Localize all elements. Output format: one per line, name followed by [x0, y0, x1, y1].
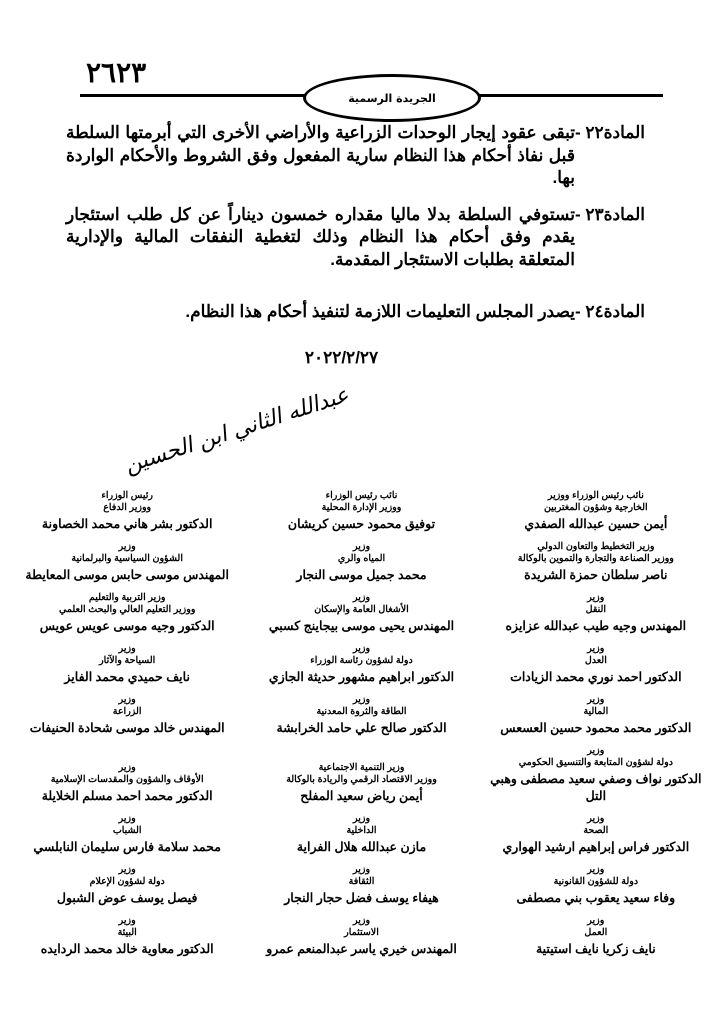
minister-title: ووزير الصناعة والتجارة والتموين بالوكالة — [517, 552, 674, 564]
minister-title: وزير التنمية الاجتماعية — [318, 761, 405, 773]
minister-name: المهندس وجيه طيب عبدالله عزايزه — [505, 618, 687, 633]
minister-signature — [14, 694, 240, 737]
minister-title: دولة لشؤون المتابعة والتنسيق الحكومي — [518, 756, 673, 768]
minister-signature — [248, 915, 474, 958]
page-number: ٢٦٢٣ — [86, 56, 147, 89]
minister-title: وزير — [587, 812, 605, 824]
minister-name: أيمن حسين عبدالله الصفدي — [524, 516, 668, 531]
minister-signature — [248, 541, 474, 584]
minister-name: الدكتور محمد احمد مسلم الخلايلة — [41, 788, 213, 803]
minister-title: وزير — [118, 863, 136, 875]
minister-title: وزير — [118, 693, 136, 705]
minister-signature — [248, 813, 474, 856]
minister-title: الأوقاف والشؤون والمقدسات الإسلامية — [50, 773, 204, 785]
minister-signature — [14, 813, 240, 856]
minister-signature — [248, 490, 474, 533]
minister-title: وزير — [587, 591, 605, 603]
minister-name: الدكتور نواف وصفي سعيد مصطفى وهبي التل — [490, 771, 702, 803]
article-label: المادة٢٣ - — [574, 204, 645, 224]
minister-title: وزير — [118, 540, 136, 552]
article-label: المادة٢٤ - — [574, 302, 645, 321]
minister-name: المهندس خيري ياسر عبدالمنعم عمرو — [266, 941, 457, 956]
minister-signature — [483, 813, 709, 856]
minister-title: نائب رئيس الوزراء ووزير — [547, 489, 644, 501]
minister-title: الشؤون السياسية والبرلمانية — [71, 552, 183, 564]
minister-signature — [248, 643, 474, 686]
minister-name: محمد سلامة فارس سليمان النابلسي — [33, 839, 221, 854]
minister-title: الاستثمار — [344, 926, 379, 938]
minister-name: المهندس يحيى موسى بيجاينج كسبي — [268, 618, 455, 633]
minister-title: وزير — [352, 642, 371, 654]
minister-title: وزير — [587, 642, 605, 654]
minister-title: الطاقة والثروة المعدنية — [316, 705, 407, 717]
minister-title: وزير — [118, 914, 136, 926]
minister-title: النقل — [585, 603, 607, 615]
minister-signature — [248, 864, 474, 907]
minister-name: الدكتور صالح علي حامد الخرابشة — [276, 720, 447, 735]
minister-signature — [483, 864, 709, 907]
minister-signature — [483, 490, 709, 533]
minister-signature — [14, 915, 240, 958]
article-23 — [66, 204, 645, 272]
minister-name: محمد جميل موسى النجار — [296, 567, 427, 582]
minister-title: الأشغال العامة والإسكان — [314, 603, 409, 615]
minister-signature — [14, 643, 240, 686]
minister-name: توفيق محمود حسين كريشان — [287, 516, 436, 531]
minister-title: وزير التربية والتعليم — [88, 591, 166, 603]
minister-name: الدكتور معاوية خالد محمد الردايده — [40, 941, 214, 956]
minister-title: الشباب — [112, 824, 142, 836]
minister-signature — [248, 592, 474, 635]
minister-title: وزير التخطيط والتعاون الدولي — [537, 540, 655, 552]
minister-title: ووزير الإدارة المحلية — [321, 501, 402, 513]
minister-name: ناصر سلطان حمزة الشريدة — [524, 567, 668, 582]
article-text: تستوفي السلطة بدلا ماليا مقداره خمسون ديناراً عن كل طلب استئجار يقدم وفق أحكام هذا النظام وذلك لتغطية النفقات المالية والإدارية المتعلقة بطلبات الاستئجار المقدمة. — [66, 204, 575, 269]
article-label: المادة٢٢ - — [574, 123, 645, 142]
minister-signature — [14, 864, 240, 907]
minister-title: المياه والري — [337, 552, 386, 564]
minister-title: الخارجية وشؤون المغتربين — [543, 501, 648, 513]
minister-title: وزير — [118, 642, 136, 654]
minister-name: الدكتور محمد محمود حسين العسعس — [500, 720, 692, 735]
article-22 — [66, 122, 645, 190]
minister-title: وزير — [352, 591, 371, 603]
minister-signature — [14, 541, 240, 584]
minister-title: وزير — [118, 812, 136, 824]
minister-name: أيمن رياض سعيد المفلح — [300, 788, 423, 803]
minister-title: وزير — [587, 863, 605, 875]
minister-signature — [14, 745, 240, 805]
minister-title: المالية — [583, 705, 609, 717]
publication-title: الجريدة الرسمية — [348, 91, 436, 105]
minister-title: دولة لشؤون رئاسة الوزراء — [310, 654, 413, 666]
publication-title-oval — [303, 74, 481, 122]
royal-signature-area — [0, 372, 723, 490]
minister-title: الزراعة — [112, 705, 142, 717]
minister-title: وزير — [587, 914, 605, 926]
minister-name: الدكتور بشر هاني محمد الخصاونة — [41, 516, 213, 531]
minister-name: الدكتور ابراهيم مشهور حديثة الجازي — [268, 669, 455, 684]
article-text: تبقى عقود إيجار الوحدات الزراعية والأراضي الأخرى التي أبرمتها السلطة قبل نفاذ أحكام هذا النظام سارية المفعول وفق الشروط والأحكام الواردة بها. — [66, 123, 575, 187]
minister-title: وزير — [587, 744, 605, 756]
minister-name: نايف زكريا نايف استيتية — [535, 941, 656, 956]
minister-title: وزير — [352, 693, 371, 705]
minister-title: رئيس الوزراء — [101, 489, 153, 501]
minister-title: العمل — [584, 926, 608, 938]
minister-title: دولة لشؤون الإعلام — [89, 875, 165, 887]
minister-signature — [248, 694, 474, 737]
minister-title: العدل — [584, 654, 607, 666]
minister-signature — [483, 694, 709, 737]
minister-signature — [483, 643, 709, 686]
minister-signature — [483, 915, 709, 958]
minister-title: ووزير الدفاع — [103, 501, 152, 513]
minister-name: الدكتور وجيه موسى عويس عويس — [39, 618, 215, 633]
minister-signature — [14, 592, 240, 635]
minister-title: وزير — [118, 761, 136, 773]
issue-date: ٢٠٢٢/٢/٢٧ — [304, 347, 379, 367]
article-24 — [66, 301, 645, 324]
minister-title: الثقافة — [348, 875, 375, 887]
minister-signature — [483, 592, 709, 635]
minister-name: نايف حميدي محمد الفايز — [64, 669, 190, 684]
minister-title: ووزير الاقتصاد الرقمي والريادة بالوكالة — [286, 773, 437, 785]
minister-title: وزير — [352, 812, 371, 824]
minister-title: الداخلية — [346, 824, 377, 836]
minister-title: وزير — [352, 540, 371, 552]
minister-signature — [483, 541, 709, 584]
royal-signature: عبدالله الثاني ابن الحسين — [121, 382, 352, 479]
minister-title: وزير — [587, 693, 605, 705]
minister-title: البيئة — [117, 926, 137, 938]
minister-signature — [14, 490, 240, 533]
minister-name: فيصل يوسف عوض الشبول — [56, 890, 198, 905]
articles — [66, 122, 645, 324]
minister-name: مازن عبدالله هلال الفراية — [296, 839, 427, 854]
minister-title: الصحة — [583, 824, 609, 836]
minister-title: نائب رئيس الوزراء — [325, 489, 398, 501]
minister-name: هيفاء يوسف فضل حجار النجار — [284, 890, 439, 905]
article-text: يصدر المجلس التعليمات اللازمة لتنفيذ أحكام هذا النظام. — [185, 302, 575, 321]
minister-name: الدكتور فراس إبراهيم ارشيد الهواري — [502, 839, 690, 854]
ministers-signatures — [14, 490, 709, 958]
minister-name: وفاء سعيد يعقوب بني مصطفى — [516, 890, 676, 905]
minister-name: المهندس خالد موسى شحادة الحنيفات — [29, 720, 225, 735]
minister-signature — [248, 745, 474, 805]
minister-title: دولة للشؤون القانونية — [553, 875, 639, 887]
minister-name: المهندس موسى حابس موسى المعايطة — [25, 567, 229, 582]
minister-signature — [483, 745, 709, 805]
minister-title: ووزير التعليم العالي والبحث العلمي — [58, 603, 196, 615]
minister-title: وزير — [352, 863, 371, 875]
minister-title: وزير — [352, 914, 371, 926]
minister-title: السياحة والآثار — [99, 654, 156, 666]
minister-name: الدكتور احمد نوري محمد الزيادات — [510, 669, 682, 684]
